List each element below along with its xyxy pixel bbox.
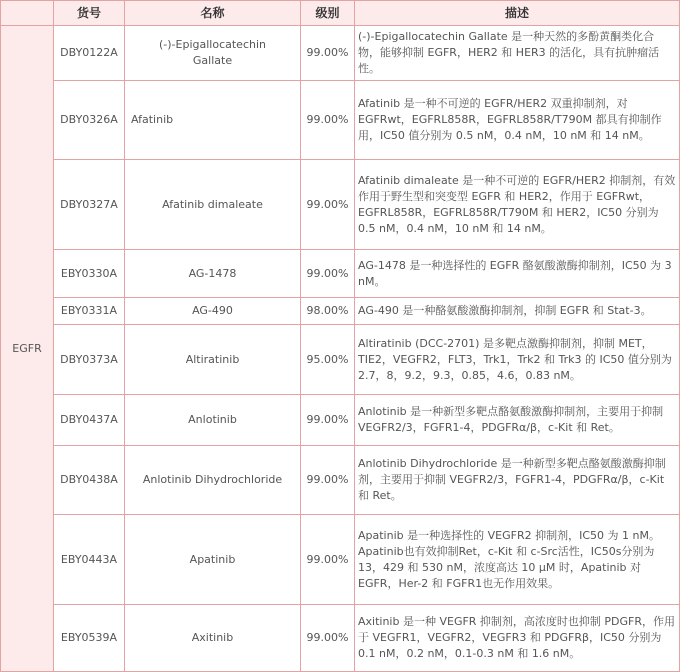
table-row bbox=[1, 446, 680, 515]
product-grade: 99.00% bbox=[301, 81, 355, 160]
product-name: Apatinib bbox=[125, 515, 301, 605]
product-code: EBY0539A bbox=[54, 605, 125, 672]
table-row bbox=[1, 250, 680, 298]
header-name: 名称 bbox=[125, 1, 301, 26]
product-name: Anlotinib Dihydrochloride bbox=[125, 446, 301, 515]
product-name: Anlotinib bbox=[125, 395, 301, 446]
product-description: AG-490 是一种酪氨酸激酶抑制剂，抑制 EGFR 和 Stat-3。 bbox=[355, 298, 680, 325]
product-description: Afatinib 是一种不可逆的 EGFR/HER2 双重抑制剂，对 EGFRwt，EGFRL858R，EGFRL858R/T790M 都具有抑制作用，IC50 值分别为 0.5 nM，0.4 nM，10 nM 和 14 nM。 bbox=[355, 81, 680, 160]
product-description: Apatinib 是一种选择性的 VEGFR2 抑制剂，IC50 为 1 nM。Apatinib也有效抑制Ret，c-Kit 和 c-Src活性，IC50s分别为 13，429 和 530 nM，浓度高达 10 μM 时，Apatinib 对 EGFR，Her-2 和 FGFR1也无作用效果。 bbox=[355, 515, 680, 605]
header-row bbox=[1, 1, 680, 26]
product-grade: 99.00% bbox=[301, 515, 355, 605]
product-grade: 99.00% bbox=[301, 605, 355, 672]
table-row bbox=[1, 160, 680, 250]
product-name bbox=[125, 26, 301, 81]
product-name: AG-490 bbox=[125, 298, 301, 325]
table-row bbox=[1, 26, 680, 81]
product-description: Anlotinib 是一种新型多靶点酪氨酸激酶抑制剂，主要用于抑制 VEGFR2/3，FGFR1-4，PDGFRα/β，c-Kit 和 Ret。 bbox=[355, 395, 680, 446]
product-code: DBY0122A bbox=[54, 26, 125, 81]
product-name: AG-1478 bbox=[125, 250, 301, 298]
product-description: AG-1478 是一种选择性的 EGFR 酪氨酸激酶抑制剂，IC50 为 3 nM。 bbox=[355, 250, 680, 298]
product-description: Axitinib 是一种 VEGFR 抑制剂，高浓度时也抑制 PDGFR，作用于 VEGFR1，VEGFR2，VEGFR3 和 PDGFRβ，IC50 分别为 0.1 nM，0.2 nM，0.1-0.3 nM 和 1.6 nM。 bbox=[355, 605, 680, 672]
product-grade: 99.00% bbox=[301, 395, 355, 446]
product-code: DBY0373A bbox=[54, 325, 125, 395]
header-grade: 级别 bbox=[301, 1, 355, 26]
product-code: DBY0438A bbox=[54, 446, 125, 515]
product-description: Altiratinib (DCC-2701) 是多靶点激酶抑制剂，抑制 MET，TIE2，VEGFR2，FLT3，Trk1，Trk2 和 Trk3 的 IC50 值分别为 2.7，8，9.2，9.3，0.85，4.6，0.83 nM。 bbox=[355, 325, 680, 395]
product-name-line: Gallate bbox=[192, 54, 233, 67]
product-code: EBY0331A bbox=[54, 298, 125, 325]
table-row bbox=[1, 298, 680, 325]
product-code: DBY0327A bbox=[54, 160, 125, 250]
table-row bbox=[1, 395, 680, 446]
product-name: Afatinib bbox=[125, 81, 301, 160]
header-category bbox=[1, 1, 54, 26]
product-description: Anlotinib Dihydrochloride 是一种新型多靶点酪氨酸激酶抑制剂，主要用于抑制 VEGFR2/3，FGFR1-4，PDGFRα/β，c-Kit 和 Ret。 bbox=[355, 446, 680, 515]
product-grade: 99.00% bbox=[301, 160, 355, 250]
product-name: Axitinib bbox=[125, 605, 301, 672]
product-code: DBY0437A bbox=[54, 395, 125, 446]
product-code: EBY0330A bbox=[54, 250, 125, 298]
category-cell: EGFR bbox=[1, 26, 54, 672]
product-description: Afatinib dimaleate 是一种不可逆的 EGFR/HER2 抑制剂，有效作用于野生型和突变型 EGFR 和 HER2，作用于 EGFRwt，EGFRL858R，EGFRL858R/T790M 和 HER2，IC50 分别为 0.5 nM，0.4 nM，10 nM 和 14 nM。 bbox=[355, 160, 680, 250]
table-row bbox=[1, 325, 680, 395]
header-code: 货号 bbox=[54, 1, 125, 26]
product-grade: 95.00% bbox=[301, 325, 355, 395]
product-grade: 98.00% bbox=[301, 298, 355, 325]
product-grade: 99.00% bbox=[301, 26, 355, 81]
product-grade: 99.00% bbox=[301, 250, 355, 298]
product-code: DBY0326A bbox=[54, 81, 125, 160]
product-description: (-)-Epigallocatechin Gallate 是一种天然的多酚黄酮类化合物，能够抑制 EGFR，HER2 和 HER3 的活化，具有抗肿瘤活性。 bbox=[355, 26, 680, 81]
product-code: EBY0443A bbox=[54, 515, 125, 605]
product-name-line: (-)-Epigallocatechin bbox=[159, 38, 266, 51]
table-row bbox=[1, 605, 680, 672]
table-row bbox=[1, 515, 680, 605]
table-row bbox=[1, 81, 680, 160]
product-grade: 99.00% bbox=[301, 446, 355, 515]
header-description: 描述 bbox=[355, 1, 680, 26]
product-name: Altiratinib bbox=[125, 325, 301, 395]
product-name: Afatinib dimaleate bbox=[125, 160, 301, 250]
